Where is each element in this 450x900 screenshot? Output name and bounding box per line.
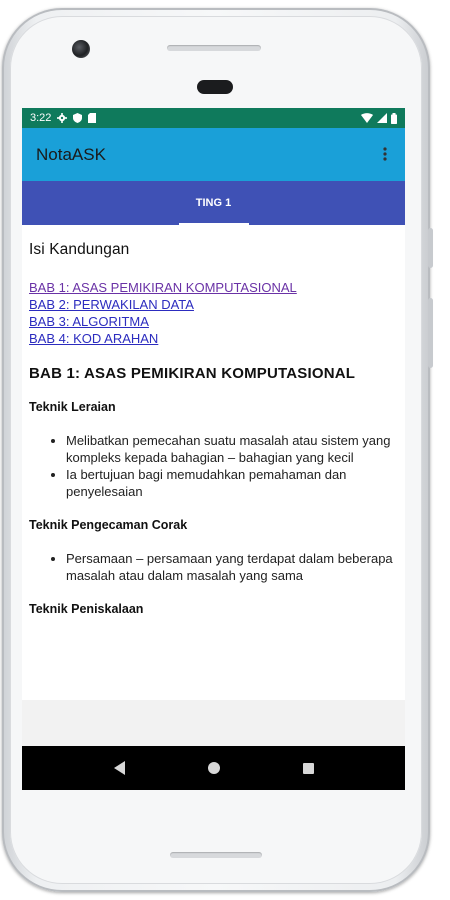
shield-icon [73,113,82,123]
front-camera [72,40,90,58]
bullet-list [29,432,398,500]
more-vert-icon[interactable] [377,146,393,164]
content-area [22,225,405,715]
bullet-list [29,550,398,584]
phone-screen [22,108,405,790]
recents-icon[interactable] [303,763,314,774]
earpiece-grille [167,45,261,51]
screen-bottom-area [22,700,405,746]
chapter-title: BAB 1: ASAS PEMIKIRAN KOMPUTASIONAL [29,365,356,382]
settings-icon [57,113,67,123]
section-title: Teknik Leraian [29,400,116,414]
list-item: • Ia bertujuan bagi memudahkan pemahaman dan penyelesaian [66,466,398,500]
home-icon[interactable] [208,762,220,774]
toc-heading: Isi Kandungan [29,241,130,258]
status-time: 3:22 [30,112,52,124]
status-bar [22,108,405,128]
battery-icon [391,113,397,124]
bottom-speaker-grille [170,852,262,858]
app-bar [22,128,405,181]
tab-indicator [179,223,249,225]
volume-button [428,228,433,268]
section-title: Teknik Pengecaman Corak [29,518,188,532]
toc-link-bab-2[interactable]: BAB 2: PERWAKILAN DATA [29,297,194,312]
power-button [428,298,433,368]
sim-icon [88,113,96,123]
tab-label: TING 1 [195,197,232,209]
earpiece-speaker [197,80,233,94]
toc-link-bab-4[interactable]: BAB 4: KOD ARAHAN [29,331,159,346]
app-title: NotaASK [36,144,106,164]
tab-bar [22,181,405,225]
table-of-contents [29,279,398,347]
list-item: • Persamaan – persamaan yang terdapat dalam beberapa masalah atau dalam masalah yang sama [66,550,398,584]
signal-icon [377,113,387,123]
list-item: • Melibatkan pemecahan suatu masalah atau sistem yang kompleks kepada bahagian – bahagian yang kecil [66,432,398,466]
tab-ting-1[interactable] [179,181,249,225]
toc-link-bab-1[interactable]: BAB 1: ASAS PEMIKIRAN KOMPUTASIONAL [29,280,297,295]
navigation-bar [22,746,405,790]
wifi-icon [361,113,373,123]
back-icon[interactable] [114,761,125,775]
section-title: Teknik Peniskalaan [29,602,144,616]
toc-link-bab-3[interactable]: BAB 3: ALGORITMA [29,314,149,329]
